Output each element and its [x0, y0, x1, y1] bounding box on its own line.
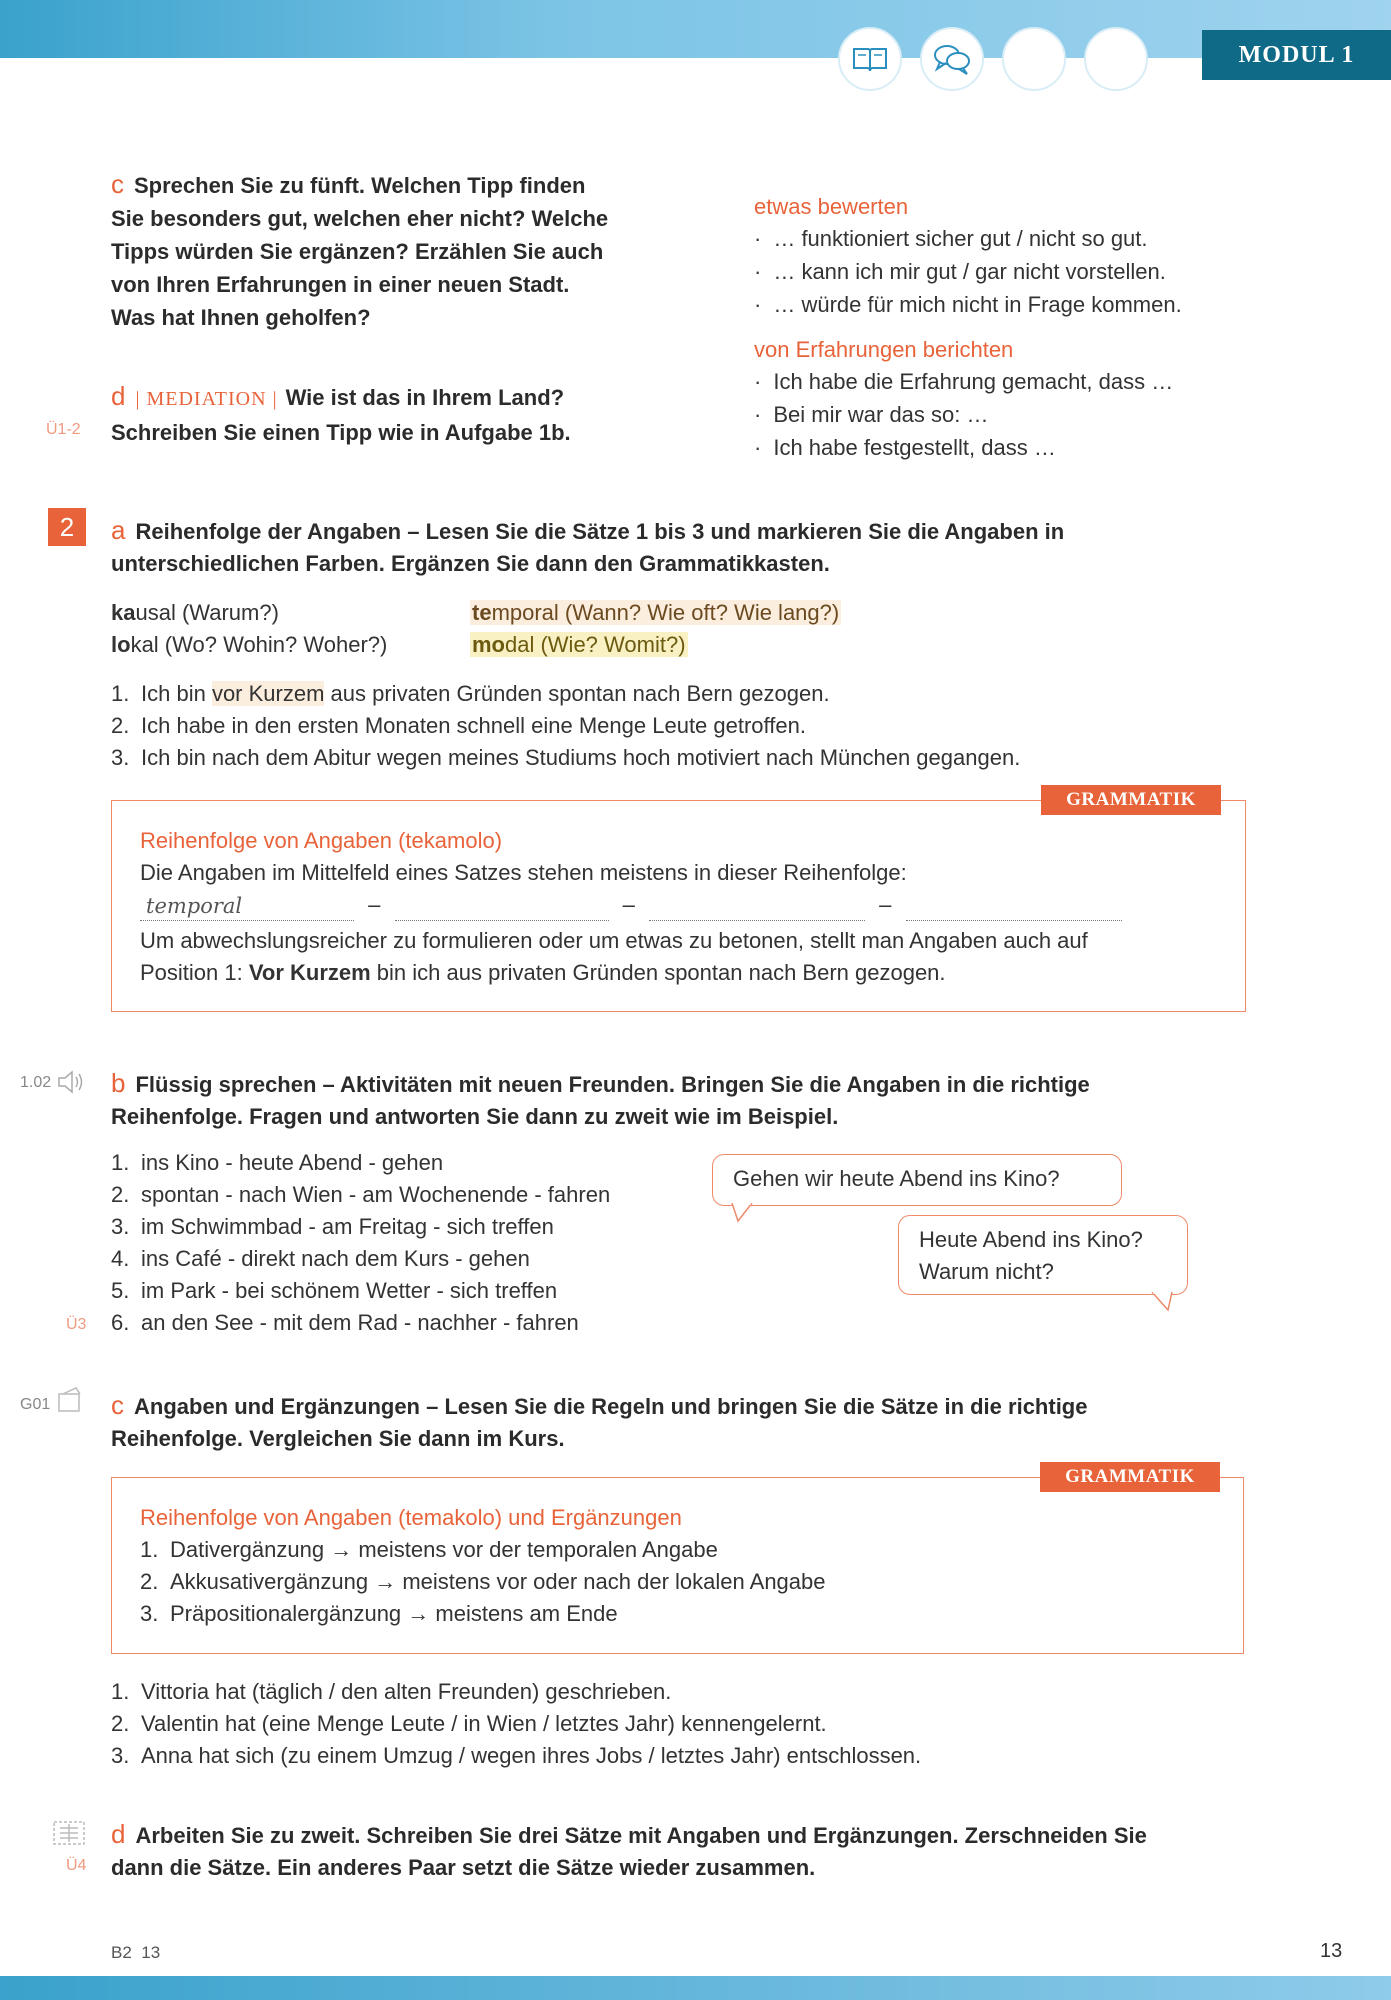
list-item: 2. Valentin hat (eine Menge Leute / in Wien / letztes Jahr) kennengelernt.	[111, 1711, 827, 1736]
task-text-line: Tipps würden Sie ergänzen? Erzählen Sie auch	[111, 239, 604, 264]
grammatik-tag: GRAMMATIK	[1040, 1462, 1220, 1492]
list-item: 1. Vittoria hat (täglich / den alten Freunden) geschrieben.	[111, 1679, 672, 1704]
activity-list	[111, 1147, 731, 1339]
grammatik-title: Reihenfolge von Angaben (tekamolo)	[140, 828, 503, 853]
task-text-line: Was hat Ihnen geholfen?	[111, 305, 371, 330]
fill-in-blank[interactable]	[649, 898, 865, 921]
top-white-strip	[0, 58, 1391, 88]
redemittel-title: etwas bewerten	[754, 194, 909, 219]
speech-bubbles-icon	[920, 27, 984, 91]
task-letter: a	[111, 515, 126, 545]
task-text-line: Angaben und Ergänzungen – Lesen Sie die Regeln und bringen Sie die Sätze in die richtige	[134, 1394, 1088, 1419]
mediation-tag: | MEDIATION |	[135, 388, 278, 410]
task-2a	[111, 514, 1311, 580]
task-text-line: dann die Sätze. Ein anderes Paar setzt die Sätze wieder zusammen.	[111, 1855, 816, 1880]
bubble-tail-icon	[730, 1203, 770, 1223]
exercise-ref: Ü3	[66, 1316, 87, 1333]
list-item: 2. Ich habe in den ersten Monaten schnell eine Menge Leute getroffen.	[111, 713, 806, 738]
redemittel-item: · … kann ich mir gut / gar nicht vorstellen.	[754, 259, 1166, 284]
task-letter: c	[111, 1390, 124, 1420]
redemittel-item: · Ich habe festgestellt, dass …	[754, 435, 1056, 460]
task-2c	[111, 1389, 1311, 1455]
list-item: 1. ins Kino - heute Abend - gehen	[111, 1150, 444, 1175]
marked-angabe: vor Kurzem	[211, 681, 325, 706]
bubble-tail-icon	[1150, 1292, 1190, 1312]
list-item: 1. Dativergänzung → meistens vor der temporalen Angabe	[140, 1537, 718, 1562]
task-text-line: Reihenfolge. Fragen und antworten Sie dann zu zweit wie im Beispiel.	[111, 1104, 839, 1129]
grammatik-text: Um abwechslungsreicher zu formulieren oder um etwas zu betonen, stellt man Angaben auch auf	[140, 928, 1088, 953]
task-letter: d	[111, 1819, 126, 1849]
list-item: 3. Präpositionalergänzung → meistens am Ende	[140, 1601, 618, 1626]
list-item: 4. ins Café - direkt nach dem Kurs - gehen	[111, 1246, 530, 1271]
task-1c	[111, 168, 631, 334]
task-2b	[111, 1067, 1311, 1133]
grammatik-content	[140, 825, 1230, 989]
task-2d	[111, 1818, 1351, 1884]
page-number: 13	[1320, 1940, 1343, 1962]
task-text-line: Arbeiten Sie zu zweit. Schreiben Sie drei Sätze mit Angaben und Ergänzungen. Zerschneiden Sie	[135, 1823, 1147, 1848]
handwritten-answer: temporal	[146, 894, 243, 918]
grammar-card-icon	[56, 1386, 84, 1419]
book-icon	[838, 27, 902, 91]
list-item: 2. Akkusativergänzung → meistens vor oder nach der lokalen Angabe	[140, 1569, 826, 1594]
fill-in-blank[interactable]	[395, 898, 609, 921]
fill-in-blank[interactable]	[140, 894, 354, 921]
task-text-line: Reihenfolge. Vergleichen Sie dann im Kurs.	[111, 1426, 565, 1451]
bubble-line: Warum nicht?	[919, 1259, 1054, 1284]
task-text-line: Wie ist das in Ihrem Land?	[285, 385, 565, 410]
speech-bubble-answer	[898, 1215, 1188, 1295]
task-text-line: Flüssig sprechen – Aktivitäten mit neuen Freunden. Bringen Sie die Angaben in die richtige	[135, 1072, 1090, 1097]
angaben-temporal: temporal (Wann? Wie oft? Wie lang?)	[472, 600, 840, 625]
fill-in-row: temporal – – –	[140, 889, 1230, 921]
blank-circle-icon	[1084, 27, 1148, 91]
grammatik-tag: GRAMMATIK	[1041, 785, 1221, 815]
sentence-list-2c	[111, 1676, 1311, 1772]
task-letter: d	[111, 381, 126, 411]
list-item: 1. Ich bin vor Kurzem aus privaten Gründen spontan nach Bern gezogen.	[111, 681, 830, 706]
task-text-line: Reihenfolge der Angaben – Lesen Sie die Sätze 1 bis 3 und markieren Sie die Angaben in	[135, 519, 1065, 544]
list-item: 3. im Schwimmbad - am Freitag - sich treffen	[111, 1214, 554, 1239]
grammatik-text: Die Angaben im Mittelfeld eines Satzes stehen meistens in dieser Reihenfolge:	[140, 860, 907, 885]
top-banner	[0, 0, 1391, 62]
task-letter: c	[111, 169, 124, 199]
speaker-icon[interactable]	[56, 1068, 86, 1101]
bubble-line: Heute Abend ins Kino?	[919, 1227, 1143, 1252]
bottom-banner	[0, 1976, 1391, 2000]
fill-in-blank[interactable]	[906, 898, 1122, 921]
redemittel-item: · … funktioniert sicher gut / nicht so gut.	[754, 226, 1148, 251]
exercise-ref: Ü1-2	[46, 421, 81, 438]
grammatik-text: Position 1: Vor Kurzem bin ich aus privaten Gründen spontan nach Bern gezogen.	[140, 960, 946, 985]
grammar-ref: G01	[20, 1396, 51, 1413]
audio-track-ref: 1.02	[20, 1074, 52, 1091]
task-text-line: unterschiedlichen Farben. Ergänzen Sie dann den Grammatikkasten.	[111, 551, 830, 576]
task-text-line: Sprechen Sie zu fünft. Welchen Tipp finden	[134, 173, 586, 198]
angaben-lokal: lokal (Wo? Wohin? Woher?)	[111, 632, 388, 657]
redemittel-item: · Ich habe die Erfahrung gemacht, dass …	[754, 369, 1174, 394]
task-text-line: Sie besonders gut, welchen eher nicht? Welche	[111, 206, 609, 231]
grammatik-content	[140, 1502, 1230, 1630]
list-item: 6. an den See - mit dem Rad - nachher - fahren	[111, 1310, 579, 1335]
list-item: 2. spontan - nach Wien - am Wochenende - fahren	[111, 1182, 611, 1207]
blank-circle-icon	[1002, 27, 1066, 91]
list-item: 3. Ich bin nach dem Abitur wegen meines Studiums hoch motiviert nach München gegangen.	[111, 745, 1021, 770]
exercise-ref: Ü4	[66, 1857, 87, 1874]
task-1d	[111, 380, 671, 449]
redemittel-box	[754, 192, 1354, 464]
speech-bubble-question: Gehen wir heute Abend ins Kino?	[712, 1154, 1122, 1206]
redemittel-item: · … würde für mich nicht in Frage kommen.	[754, 292, 1182, 317]
modul-badge: MODUL 1	[1202, 30, 1391, 80]
section-number: 2	[48, 508, 86, 546]
task-text-line: Schreiben Sie einen Tipp wie in Aufgabe 1b.	[111, 420, 571, 445]
task-text-line: von Ihren Erfahrungen in einer neuen Stadt.	[111, 272, 570, 297]
grammar-rules-list	[140, 1534, 1230, 1630]
list-item: 5. im Park - bei schönem Wetter - sich treffen	[111, 1278, 558, 1303]
redemittel-title: von Erfahrungen berichten	[754, 337, 1014, 362]
task-letter: b	[111, 1068, 126, 1098]
angaben-modal: modal (Wie? Womit?)	[472, 632, 686, 657]
list-item: 3. Anna hat sich (zu einem Umzug / wegen ihres Jobs / letztes Jahr) entschlossen.	[111, 1743, 922, 1768]
grammatik-title: Reihenfolge von Angaben (temakolo) und Ergänzungen	[140, 1505, 682, 1530]
writing-card-icon	[50, 1818, 88, 1853]
redemittel-item: · Bei mir war das so: …	[754, 402, 989, 427]
angaben-kausal: kausal (Warum?)	[111, 600, 279, 625]
footer-level: B2 13	[111, 1943, 161, 1962]
sentence-list-2a	[111, 678, 1311, 774]
